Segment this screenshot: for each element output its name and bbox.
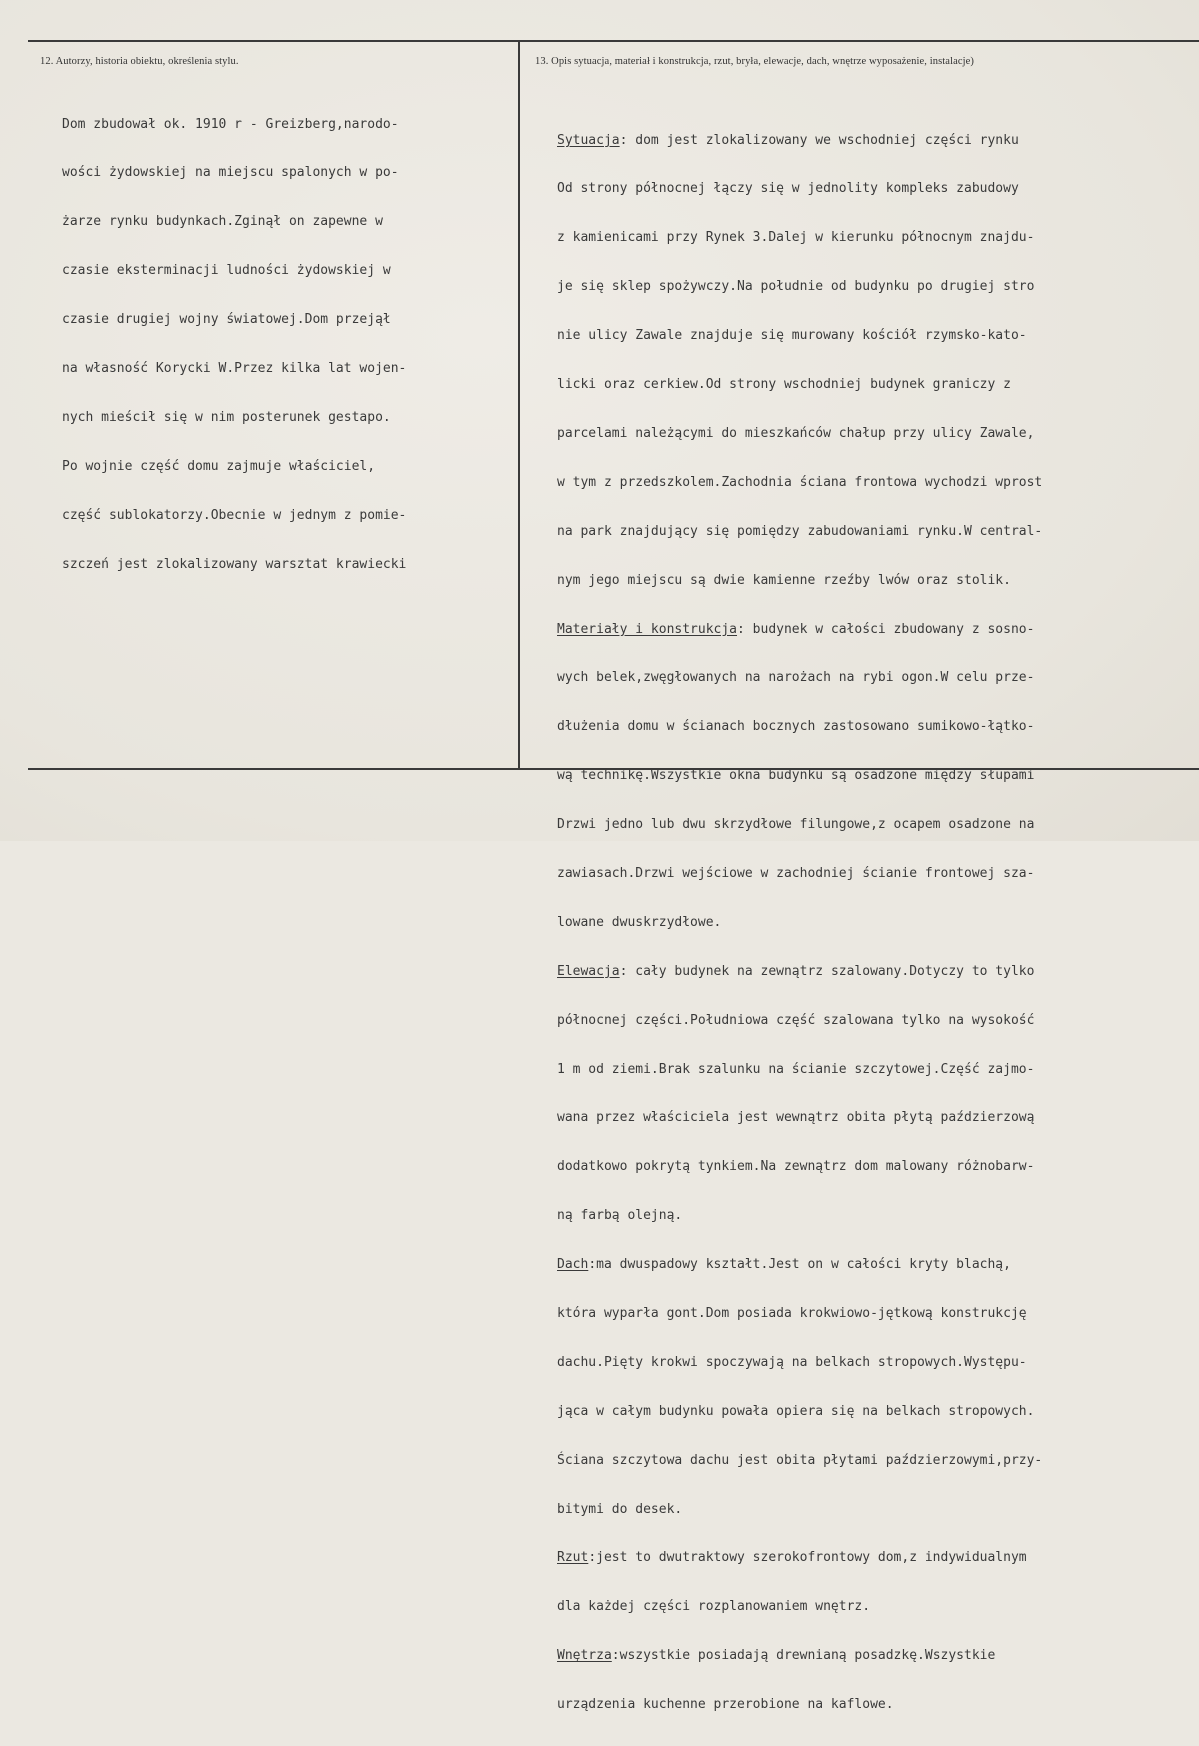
text-line: 1 m od ziemi.Brak szalunku na ścianie szczytowej.Część zajmo- xyxy=(557,1061,1035,1077)
text-line: z kamienicami przy Rynek 3.Dalej w kierunku północnym znajdu- xyxy=(557,230,1035,246)
text-line: na park znajdujący się pomiędzy zabudowaniami rynku.W central- xyxy=(557,523,1043,539)
text-line: dodatkowo pokrytą tynkiem.Na zewnątrz dom malowany różnobarw- xyxy=(557,1159,1035,1175)
text-line: w tym z przedszkolem.Zachodnia ściana frontowa wychodzi wprost xyxy=(557,474,1043,490)
text-line: Materiały i konstrukcja: budynek w całości zbudowany z sosno- xyxy=(557,621,1035,637)
text-line: nych mieścił się w nim posterunek gestapo. xyxy=(62,409,391,425)
text-line: na własność Korycki W.Przez kilka lat wojen- xyxy=(62,361,407,377)
text-line: Rzut:jest to dwutraktowy szerokofrontowy dom,z indywidualnym xyxy=(557,1550,1027,1566)
text-line: nie ulicy Zawale znajduje się murowany kościół rzymsko-kato- xyxy=(557,328,1027,344)
text-line: która wyparła gont.Dom posiada krokwiowo-jętkową konstrukcję xyxy=(557,1305,1027,1321)
text-line: północnej części.Południowa część szalowana tylko na wysokość xyxy=(557,1012,1035,1028)
text-line: nym jego miejscu są dwie kamienne rzeźby lwów oraz stolik. xyxy=(557,572,1011,588)
text-line: jąca w całym budynku powała opiera się na belkach stropowych. xyxy=(557,1403,1035,1419)
text-line: Wnętrza:wszystkie posiadają drewnianą posadzkę.Wszystkie xyxy=(557,1648,996,1664)
subheading-rzut: Rzut xyxy=(557,1550,589,1566)
column-divider xyxy=(518,40,520,768)
text-line: lowane dwuskrzydłowe. xyxy=(557,914,722,930)
text-line: czasie drugiej wojny światowej.Dom przejął xyxy=(62,312,391,328)
text-line: Od strony północnej łączy się w jednolity kompleks zabudowy xyxy=(557,181,1019,197)
right-section-heading: 13. Opis sytuacja, materiał i konstrukcja, rzut, bryła, elewacje, dach, wnętrze wyposażenie, instalacje) xyxy=(535,56,974,67)
subheading-dach: Dach xyxy=(557,1257,589,1273)
text-line: wych belek,zwęgłowanych na narożach na rybi ogon.W celu prze- xyxy=(557,670,1035,686)
text-line: dla każdej części rozplanowaniem wnętrz. xyxy=(557,1599,871,1615)
left-section-heading: 12. Autorzy, historia obiektu, określenia stylu. xyxy=(40,56,239,67)
text-line: czasie eksterminacji ludności żydowskiej w xyxy=(62,263,391,279)
text-line: zawiasach.Drzwi wejściowe w zachodniej ścianie frontowej sza- xyxy=(557,865,1035,881)
text-line: Po wojnie część domu zajmuje właściciel, xyxy=(62,458,376,474)
left-section-text xyxy=(62,84,406,606)
text-line: Dom zbudował ok. 1910 r - Greizberg,narodo- xyxy=(62,116,399,132)
right-section-text xyxy=(557,100,1042,1746)
text-line: Ściana szczytowa dachu jest obita płytami paździerzowymi,przy- xyxy=(557,1452,1043,1468)
text-line: wości żydowskiej na miejscu spalonych w po- xyxy=(62,165,399,181)
text-line: Dach:ma dwuspadowy kształt.Jest on w całości kryty blachą, xyxy=(557,1257,1011,1273)
text-line: Sytuacja: dom jest zlokalizowany we wschodniej części rynku xyxy=(557,132,1019,148)
text-line: dachu.Pięty krokwi spoczywają na belkach stropowych.Występu- xyxy=(557,1354,1027,1370)
subheading-sytuacja: Sytuacja xyxy=(557,132,620,148)
top-border-line xyxy=(28,40,1199,42)
text-line: urządzenia kuchenne przerobione na kaflowe. xyxy=(557,1697,894,1713)
text-line: je się sklep spożywczy.Na południe od budynku po drugiej stro xyxy=(557,279,1035,295)
subheading-materialy: Materiały i konstrukcja xyxy=(557,621,738,637)
text-line: Elewacja: cały budynek na zewnątrz szalowany.Dotyczy to tylko xyxy=(557,963,1035,979)
text-line: licki oraz cerkiew.Od strony wschodniej budynek graniczy z xyxy=(557,377,1011,393)
text-line: żarze rynku budynkach.Zginął on zapewne w xyxy=(62,214,383,230)
text-line: parcelami należącymi do mieszkańców chałup przy ulicy Zawale, xyxy=(557,425,1035,441)
text-line: wana przez właściciela jest wewnątrz obita płytą paździerzową xyxy=(557,1110,1035,1126)
text-line: Drzwi jedno lub dwu skrzydłowe filungowe,z ocapem osadzone na xyxy=(557,817,1035,833)
text-line: część sublokatorzy.Obecnie w jednym z pomie- xyxy=(62,507,407,523)
text-line: bitymi do desek. xyxy=(557,1501,683,1517)
text-line: szczeń jest zlokalizowany warsztat krawiecki xyxy=(62,556,407,572)
subheading-elewacja: Elewacja xyxy=(557,963,620,979)
text-line: dłużenia domu w ścianach bocznych zastosowano sumikowo-łątko- xyxy=(557,719,1035,735)
text-line: wą technikę.Wszystkie okna budynku są osadzone między słupami xyxy=(557,768,1035,784)
subheading-wnetrza: Wnętrza xyxy=(557,1648,612,1664)
text-line: ną farbą olejną. xyxy=(557,1208,683,1224)
